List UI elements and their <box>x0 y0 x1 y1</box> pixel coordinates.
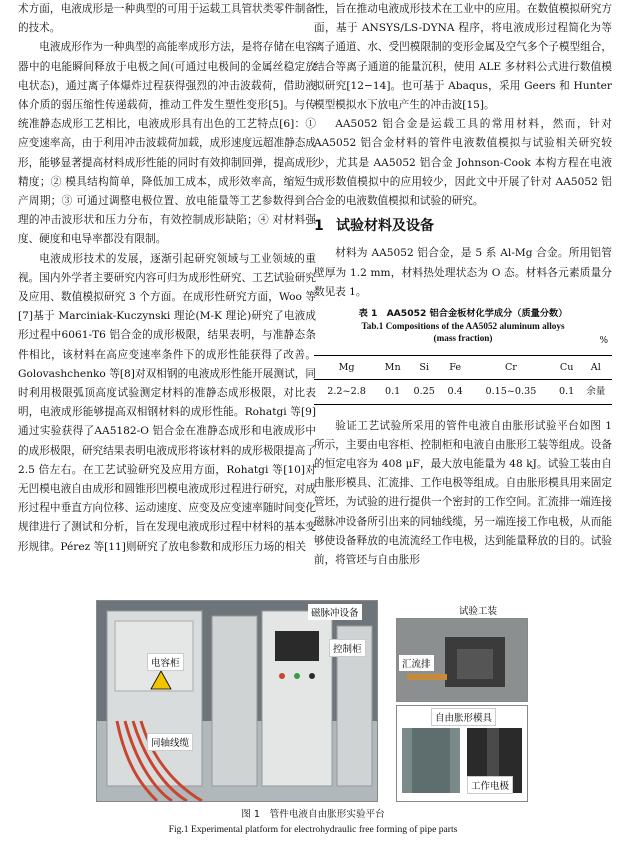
table-header-cell: Cr <box>468 356 554 380</box>
label-fixture: 试验工装 <box>456 602 500 618</box>
right-paragraph-2: 材料为 AA5052 铝合金，是 5 系 Al-Mg 合金。所用铝管壁厚为 1.2 mm，材料热处理状态为 O 态。材料各元素质量分数见表 1。 <box>314 247 612 298</box>
section-title: 试验材料及设备 <box>336 218 434 235</box>
table-unit: % <box>599 336 608 347</box>
label-coax: 同轴线缆 <box>147 733 193 751</box>
right-paragraph-0: 性，旨在推动电液成形技术在工业中的应用。在数值模拟研究方面，基于 ANSYS/LS-DYNA 程序，将电液成形过程简化为等离子通道、水、受凹模限制的变形金属及空气多个子模型组合，结合等离子通道的能量沉积，使用 ALE 多材料公式进行数值模拟研究[12−14]。也可基于 Abaqus，采用 Geers 和 Hunter 模型模拟水下放电产生的冲击波[15]。 <box>314 3 612 112</box>
table-header-cell: Al <box>580 356 612 380</box>
table-header-cell: Cu <box>554 356 580 380</box>
table-header-cell: Fe <box>442 356 468 380</box>
table-caption-cn: 表 1 AA5052 铝合金板材化学成分（质量分数） <box>358 308 568 320</box>
left-paragraph-2: 电液成形技术的发展，逐渐引起研究领域与工业领域的重视。国内外学者主要研究内容可归为成形性研究、工艺试验研究及应用、数值模拟研究 3 个方面。在成形性研究方面，Woo 等[7]基于 Marciniak-Kuczynski 理论(M-K 理论)研究了电液成形过程中6061-T6 铝合金的成形极限，结果表明，与准静态条件相比，该材料在高应变速率条件下的成形性能获得了改善。Golovashchenko 等[8]对双相钢的电液成形性能开展测试，同时利用极限弧顶高度试验测定材料的准静态成形极限，对比表明，电液成形能够提高双相钢材料的成形性能。Rohatgi 等[9]通过实验获得了AA5182-O 铝合金在准静态成形和电液成形中的成形极限，研究结果表明电液成形将该材料的成形极限提高了2.5 倍左右。在工艺试验研究及应用方面，Rohatgi 等[10]对无凹模电液自由成形和圆锥形凹模电液成形过程进行研究，对成形过程中垂直方向位移、运动速度、应变及应变速率随时间变化规律进行了测试和分析，旨在发现电液成形过程中材料的基本变形规律。Pérez 等[11]则研究了放电参数和成形压力场的相关 <box>18 252 316 553</box>
table-cell: 0.1 <box>554 380 580 404</box>
table-cell: 0.15~0.35 <box>468 380 554 404</box>
composition-table <box>314 355 612 404</box>
right-column <box>314 0 612 570</box>
equipment-photo-art <box>97 601 377 801</box>
label-electrode: 工作电极 <box>467 776 513 794</box>
table-cell: 0.4 <box>442 380 468 404</box>
left-paragraph-1: 电液成形作为一种典型的高能率成形方法，是将存储在电容器中的电能瞬间释放于电极之间(可通过电极间的金属丝稳定放电状态)，通过离子体爆炸过程获得强烈的冲击波载荷，借助液体介质的弱压缩性传递载荷，推动工件发生塑性变形[5]。与传统准静态成形工艺相比，电液成形具有出色的工艺特点[6]：① 应变速率高，由于利用冲击波载荷加载，成形速度远超准静态成形，能够显著提高材料成形性能的同时有效抑制回弹，提高成形精度；② 模具结构简单，降低加工成本，成形效率高，缩短生产周期；③ 可通过调整电极位置、放电能量等工艺参数得到合理的冲击波形状和压力分布，有效控制成形缺陷；④ 对材料强度、硬度和电导率都没有限制。 <box>18 41 316 246</box>
equipment-photo <box>96 600 378 802</box>
figure-caption-cn: 图 1 管件电液自由胀形实验平台 <box>241 809 385 820</box>
table-caption-en-1: Tab.1 Compositions of the AA5052 aluminum alloys <box>361 321 565 332</box>
table-cell: 2.2~2.8 <box>314 380 379 404</box>
figure-caption-en: Fig.1 Experimental platform for electrohydraulic free forming of pipe parts <box>168 824 458 835</box>
figure-1 <box>96 600 528 800</box>
table-header-row <box>314 356 612 380</box>
table-cell: 0.25 <box>406 380 442 404</box>
left-paragraph-0: 术方面，电液成形是一种典型的可用于运载工具管状类零件制备的技术。 <box>18 3 316 35</box>
table-header-cell: Si <box>406 356 442 380</box>
table-row <box>314 380 612 404</box>
table-cell: 余量 <box>580 380 612 404</box>
die-photo <box>396 705 528 802</box>
table-caption-en-2: (mass fraction) <box>433 333 493 344</box>
label-busbar: 汇流排 <box>399 655 434 671</box>
table-header-cell: Mg <box>314 356 379 380</box>
left-column <box>18 0 316 557</box>
label-control: 控制柜 <box>329 639 366 657</box>
fixture-photo <box>396 618 528 702</box>
label-capacitor: 电容柜 <box>147 653 184 671</box>
table-header-cell: Mn <box>379 356 406 380</box>
label-die: 自由胀形模具 <box>431 708 496 726</box>
table-cell: 0.1 <box>379 380 406 404</box>
section-number: 1 <box>314 218 324 235</box>
section-heading <box>314 217 612 236</box>
right-paragraph-3: 验证工艺试验所采用的管件电液自由胀形试验平台如图 1 所示，主要由电容柜、控制柜和电液自由胀形工装等组成。设备的恒定电容为 408 μF，最大放电能量为 48 kJ。试验工装由自由胀形模具、汇流排、工作电极等组成。自由胀形模具用来固定管坯，为试验的进行提供一个密封的工作空间。汇流排一端连接磁脉冲设备所引出来的同轴线缆，另一端连接工作电极，从而能够使设备释放的电流流经工作电极，达到能量释放的目的。试验前，将管坯与自由胀形 <box>314 419 612 567</box>
right-paragraph-1: AA5052 铝合金是运载工具的常用材料，然而，针对 AA5052 铝合金材料的管件电液数值模拟与试验相关研究较少，尤其是 AA5052 铝合金 Johnson-Cook 本构方程在电液成形数值模拟中的应用较少，因此文中开展了针对 AA5052 铝合金的电液数值模拟和试验的研究。 <box>314 118 612 208</box>
label-magnetic: 磁脉冲设备 <box>308 604 362 620</box>
